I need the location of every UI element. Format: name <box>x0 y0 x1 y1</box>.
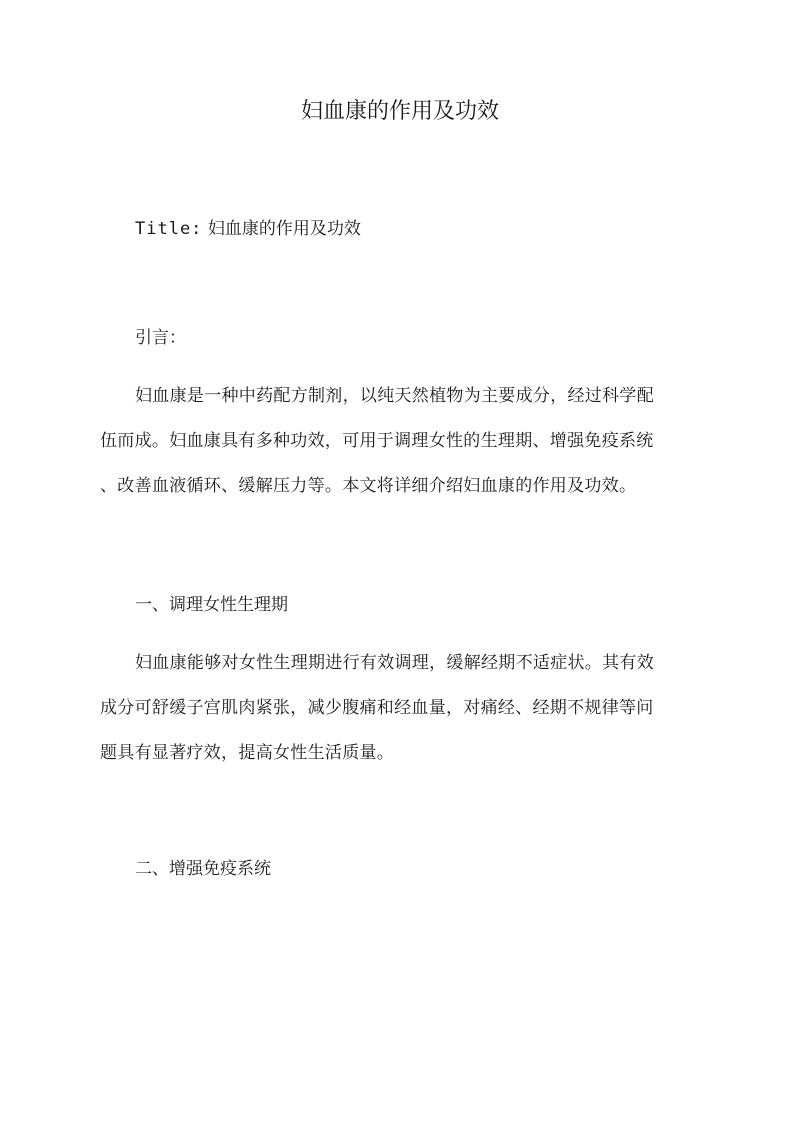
intro-paragraph <box>100 374 700 509</box>
section1-paragraph <box>100 641 700 776</box>
title-label: Title: <box>135 219 203 239</box>
title-line <box>135 217 361 241</box>
section1-heading: 一、调理女性生理期 <box>135 595 288 615</box>
paragraph-line: 、改善血液循环、缓解压力等。本文将详细介绍妇血康的作用及功效。 <box>100 476 637 496</box>
title-line-text: 妇血康的作用及功效 <box>207 219 361 239</box>
document-title: 妇血康的作用及功效 <box>300 99 499 124</box>
section2-heading: 二、增强免疫系统 <box>135 859 271 879</box>
paragraph-line: 成分可舒缓子宫肌肉紧张，减少腹痛和经血量，对痛经、经期不规律等问 <box>100 698 654 718</box>
intro-heading: 引言： <box>135 328 186 348</box>
paragraph-line: 妇血康能够对女性生理期进行有效调理，缓解经期不适症状。其有效 <box>135 653 654 673</box>
paragraph-line: 妇血康是一种中药配方制剂，以纯天然植物为主要成分，经过科学配 <box>135 386 654 406</box>
paragraph-line: 题具有显著疗效，提高女性生活质量。 <box>100 743 395 763</box>
paragraph-line: 伍而成。妇血康具有多种功效，可用于调理女性的生理期、增强免疫系统 <box>100 431 654 451</box>
